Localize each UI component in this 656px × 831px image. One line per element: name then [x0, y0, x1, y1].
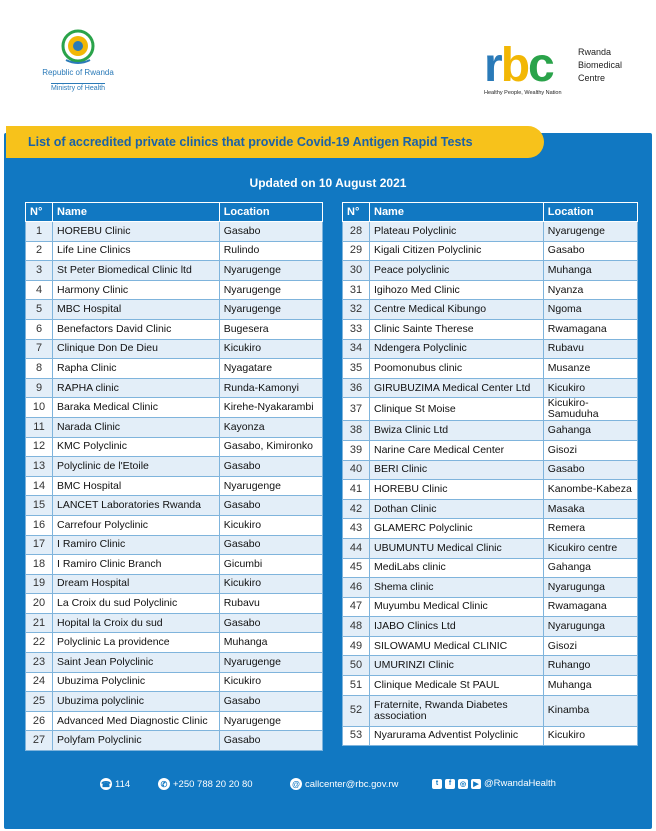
- clinic-name: Narine Care Medical Center: [370, 440, 544, 460]
- clinic-location: Gahanga: [543, 558, 637, 578]
- clinic-location: Gasabo: [219, 457, 322, 477]
- clinic-name: HOREBU Clinic: [370, 480, 544, 500]
- table-row: [26, 339, 323, 359]
- row-number: 49: [343, 636, 370, 656]
- table-row: [343, 695, 638, 726]
- table-row: [26, 457, 323, 477]
- clinic-location: Musanze: [543, 359, 637, 379]
- clinic-name: Peace polyclinic: [370, 261, 544, 281]
- clinic-name: Benefactors David Clinic: [53, 319, 220, 339]
- col-location: Location: [543, 203, 637, 222]
- table-row: [343, 726, 638, 746]
- table-row: [26, 280, 323, 300]
- clinic-name: MediLabs clinic: [370, 558, 544, 578]
- table-row: [26, 672, 323, 692]
- clinic-location: Kanombe-Kabeza: [543, 480, 637, 500]
- twitter-icon: t: [432, 779, 442, 789]
- row-number: 22: [26, 633, 53, 653]
- row-number: 17: [26, 535, 53, 555]
- clinic-location: Kicukiro: [219, 339, 322, 359]
- row-number: 39: [343, 440, 370, 460]
- col-name: Name: [370, 203, 544, 222]
- updated-date: Updated on 10 August 2021: [249, 176, 407, 190]
- rbc-logo: [484, 39, 623, 96]
- table-row: [26, 574, 323, 594]
- clinic-name: Clinique Don De Dieu: [53, 339, 220, 359]
- row-number: 41: [343, 480, 370, 500]
- clinic-location: Gahanga: [543, 421, 637, 441]
- clinic-location: Bugesera: [219, 319, 322, 339]
- clinic-location: Kicukiro: [543, 726, 637, 746]
- clinic-location: Nyarugunga: [543, 578, 637, 598]
- clinic-name: IJABO Clinics Ltd: [370, 617, 544, 637]
- table-row: [343, 636, 638, 656]
- row-number: 33: [343, 319, 370, 339]
- row-number: 47: [343, 597, 370, 617]
- table-row: [343, 300, 638, 320]
- clinic-name: KMC Polyclinic: [53, 437, 220, 457]
- clinic-name: I Ramiro Clinic Branch: [53, 555, 220, 575]
- clinic-name: UBUMUNTU Medical Clinic: [370, 538, 544, 558]
- row-number: 38: [343, 421, 370, 441]
- row-number: 27: [26, 731, 53, 751]
- row-number: 51: [343, 676, 370, 696]
- row-number: 3: [26, 261, 53, 281]
- clinic-name: Advanced Med Diagnostic Clinic: [53, 711, 220, 731]
- row-number: 14: [26, 476, 53, 496]
- clinic-location: Nyarugenge: [219, 280, 322, 300]
- clinic-name: Shema clinic: [370, 578, 544, 598]
- clinic-name: Harmony Clinic: [53, 280, 220, 300]
- title-banner: [6, 126, 544, 158]
- clinic-name: RAPHA clinic: [53, 378, 220, 398]
- clinic-location: Rulindo: [219, 241, 322, 261]
- clinic-location: Rwamagana: [543, 319, 637, 339]
- coat-of-arms-icon: [60, 28, 96, 66]
- table-row: [26, 378, 323, 398]
- clinic-location: Kicukiro centre: [543, 538, 637, 558]
- clinic-name: LANCET Laboratories Rwanda: [53, 496, 220, 516]
- table-row: [26, 633, 323, 653]
- clinic-location: Gisozi: [543, 636, 637, 656]
- table-row: [343, 656, 638, 676]
- clinic-location: Kinamba: [543, 695, 637, 726]
- clinic-location: Ngoma: [543, 300, 637, 320]
- clinic-name: BMC Hospital: [53, 476, 220, 496]
- table-row: [26, 594, 323, 614]
- row-number: 45: [343, 558, 370, 578]
- table-row: [343, 421, 638, 441]
- clinic-location: Nyarugenge: [219, 711, 322, 731]
- clinic-location: Ruhango: [543, 656, 637, 676]
- clinic-location: Gisozi: [543, 440, 637, 460]
- row-number: 23: [26, 653, 53, 673]
- clinic-name: Bwiza Clinic Ltd: [370, 421, 544, 441]
- row-number: 36: [343, 378, 370, 398]
- clinic-name: MBC Hospital: [53, 300, 220, 320]
- clinic-name: Clinic Sainte Therese: [370, 319, 544, 339]
- clinic-name: Igihozo Med Clinic: [370, 280, 544, 300]
- clinic-location: Rubavu: [219, 594, 322, 614]
- clinic-location: Gasabo: [219, 692, 322, 712]
- row-number: 35: [343, 359, 370, 379]
- clinic-name: Dothan Clinic: [370, 499, 544, 519]
- clinic-location: Gasabo: [219, 731, 322, 751]
- clinic-name: SILOWAMU Medical CLINIC: [370, 636, 544, 656]
- email-icon: @: [290, 778, 302, 790]
- clinic-location: Rubavu: [543, 339, 637, 359]
- table-row: [26, 398, 323, 418]
- table-row: [343, 280, 638, 300]
- table-row: [343, 319, 638, 339]
- gov-name: Republic of Rwanda: [42, 68, 114, 77]
- clinic-location: Gicumbi: [219, 555, 322, 575]
- row-number: 19: [26, 574, 53, 594]
- table-row: [26, 653, 323, 673]
- row-number: 48: [343, 617, 370, 637]
- clinic-location: Kayonza: [219, 417, 322, 437]
- header: [0, 0, 656, 122]
- rbc-wordmark: rbc: [484, 39, 553, 92]
- table-row: [343, 222, 638, 242]
- whatsapp-icon: ✆: [158, 778, 170, 790]
- clinic-name: Ubuzima Polyclinic: [53, 672, 220, 692]
- clinic-location: Muhanga: [543, 676, 637, 696]
- clinic-location: Gasabo: [219, 222, 322, 242]
- table-row: [343, 460, 638, 480]
- clinic-location: Kicukiro: [543, 378, 637, 398]
- clinic-name: Hopital la Croix du sud: [53, 613, 220, 633]
- clinic-location: Nyarugenge: [219, 476, 322, 496]
- clinic-name: Polyclinic de l'Etoile: [53, 457, 220, 477]
- clinic-name: I Ramiro Clinic: [53, 535, 220, 555]
- whatsapp-contact[interactable]: ✆ +250 788 20 20 80: [158, 778, 253, 790]
- table-row: [26, 535, 323, 555]
- clinic-name: Polyclinic La providence: [53, 633, 220, 653]
- row-number: 6: [26, 319, 53, 339]
- row-number: 37: [343, 398, 370, 421]
- clinic-name: Muyumbu Medical Clinic: [370, 597, 544, 617]
- row-number: 13: [26, 457, 53, 477]
- clinic-location: Nyarugenge: [219, 261, 322, 281]
- clinic-name: Saint Jean Polyclinic: [53, 653, 220, 673]
- clinic-name: Clinique Medicale St PAUL: [370, 676, 544, 696]
- clinic-name: Fraternite, Rwanda Diabetes association: [370, 695, 544, 726]
- row-number: 26: [26, 711, 53, 731]
- row-number: 5: [26, 300, 53, 320]
- table-row: [343, 241, 638, 261]
- clinic-name: BERI Clinic: [370, 460, 544, 480]
- email-contact[interactable]: @ callcenter@rbc.gov.rw: [290, 778, 398, 790]
- table-row: [343, 578, 638, 598]
- clinic-location: Gasabo: [543, 460, 637, 480]
- row-number: 44: [343, 538, 370, 558]
- clinics-table-left: [25, 202, 323, 751]
- table-row: [26, 261, 323, 281]
- table-row: [26, 711, 323, 731]
- table-row: [26, 476, 323, 496]
- row-number: 42: [343, 499, 370, 519]
- row-number: 7: [26, 339, 53, 359]
- table-row: [343, 597, 638, 617]
- social-contact[interactable]: t f ◎ ▶ @RwandaHealth: [432, 778, 556, 789]
- row-number: 2: [26, 241, 53, 261]
- table-row: [343, 480, 638, 500]
- clinic-location: Nyarugenge: [543, 222, 637, 242]
- table-row: [343, 558, 638, 578]
- row-number: 12: [26, 437, 53, 457]
- row-number: 29: [343, 241, 370, 261]
- rbc-tagline: Healthy People, Wealthy Nation: [484, 90, 562, 96]
- table-row: [26, 437, 323, 457]
- clinic-name: GLAMERC Polyclinic: [370, 519, 544, 539]
- clinic-location: Gasabo: [219, 496, 322, 516]
- col-no: N°: [343, 203, 370, 222]
- table-row: [343, 440, 638, 460]
- clinic-location: Kicukiro: [219, 574, 322, 594]
- row-number: 4: [26, 280, 53, 300]
- clinic-name: HOREBU Clinic: [53, 222, 220, 242]
- clinic-name: Ndengera Polyclinic: [370, 339, 544, 359]
- clinic-name: Centre Medical Kibungo: [370, 300, 544, 320]
- table-row: [26, 417, 323, 437]
- clinic-location: Gasabo: [219, 613, 322, 633]
- table-row: [343, 398, 638, 421]
- clinic-location: Rwamagana: [543, 597, 637, 617]
- table-row: [26, 515, 323, 535]
- clinic-name: Plateau Polyclinic: [370, 222, 544, 242]
- clinic-name: Dream Hospital: [53, 574, 220, 594]
- hotline[interactable]: ☎ 114: [101, 778, 131, 790]
- clinic-name: UMURINZI Clinic: [370, 656, 544, 676]
- clinic-name: St Peter Biomedical Clinic ltd: [53, 261, 220, 281]
- table-row: [343, 519, 638, 539]
- clinic-name: Life Line Clinics: [53, 241, 220, 261]
- table-row: [343, 359, 638, 379]
- clinic-location: Nyarugenge: [219, 300, 322, 320]
- row-number: 20: [26, 594, 53, 614]
- row-number: 16: [26, 515, 53, 535]
- clinic-name: GIRUBUZIMA Medical Center Ltd: [370, 378, 544, 398]
- row-number: 1: [26, 222, 53, 242]
- col-name: Name: [53, 203, 220, 222]
- table-row: [26, 222, 323, 242]
- row-number: 8: [26, 359, 53, 379]
- clinic-name: Clinique St Moise: [370, 398, 544, 421]
- table-row: [26, 319, 323, 339]
- table-row: [343, 617, 638, 637]
- table-row: [26, 359, 323, 379]
- row-number: 10: [26, 398, 53, 418]
- clinic-location: Gasabo, Kimironko: [219, 437, 322, 457]
- row-number: 11: [26, 417, 53, 437]
- row-number: 40: [343, 460, 370, 480]
- clinic-location: Runda-Kamonyi: [219, 378, 322, 398]
- table-row: [343, 339, 638, 359]
- clinic-location: Nyarugunga: [543, 617, 637, 637]
- clinic-name: Ubuzima polyclinic: [53, 692, 220, 712]
- row-number: 25: [26, 692, 53, 712]
- row-number: 9: [26, 378, 53, 398]
- clinic-location: Remera: [543, 519, 637, 539]
- row-number: 21: [26, 613, 53, 633]
- row-number: 32: [343, 300, 370, 320]
- clinic-name: Baraka Medical Clinic: [53, 398, 220, 418]
- table-row: [343, 499, 638, 519]
- row-number: 43: [343, 519, 370, 539]
- row-number: 34: [343, 339, 370, 359]
- row-number: 46: [343, 578, 370, 598]
- clinic-location: Kicukiro-Samuduha: [543, 398, 637, 421]
- table-row: [26, 241, 323, 261]
- table-row: [343, 538, 638, 558]
- clinic-location: Kicukiro: [219, 672, 322, 692]
- row-number: 52: [343, 695, 370, 726]
- table-row: [343, 378, 638, 398]
- col-no: N°: [26, 203, 53, 222]
- table-row: [26, 731, 323, 751]
- clinic-location: Kicukiro: [219, 515, 322, 535]
- clinic-name: Nyarurama Adventist Polyclinic: [370, 726, 544, 746]
- row-number: 31: [343, 280, 370, 300]
- clinic-name: Rapha Clinic: [53, 359, 220, 379]
- table-row: [26, 613, 323, 633]
- youtube-icon: ▶: [471, 779, 481, 789]
- row-number: 50: [343, 656, 370, 676]
- clinic-name: Narada Clinic: [53, 417, 220, 437]
- clinic-location: Nyarugenge: [219, 653, 322, 673]
- rbc-fullname: Rwanda Biomedical Centre: [578, 47, 623, 83]
- table-row: [343, 261, 638, 281]
- row-number: 30: [343, 261, 370, 281]
- facebook-icon: f: [445, 779, 455, 789]
- rwanda-coat-of-arms: [38, 28, 118, 95]
- page-title: List of accredited private clinics that provide Covid-19 Antigen Rapid Tests: [28, 135, 473, 149]
- ministry-name: Ministry of Health: [50, 85, 106, 92]
- clinic-name: Kigali Citizen Polyclinic: [370, 241, 544, 261]
- clinics-table-right: [342, 202, 638, 746]
- phone-icon: ☎: [101, 779, 111, 789]
- instagram-icon: ◎: [459, 780, 467, 788]
- clinic-name: La Croix du sud Polyclinic: [53, 594, 220, 614]
- table-row: [343, 676, 638, 696]
- clinic-name: Poomonubus clinic: [370, 359, 544, 379]
- contact-footer: [0, 778, 656, 796]
- clinic-location: Gasabo: [219, 535, 322, 555]
- clinic-name: Polyfam Polyclinic: [53, 731, 220, 751]
- row-number: 18: [26, 555, 53, 575]
- table-row: [26, 555, 323, 575]
- clinic-location: Kirehe-Nyakarambi: [219, 398, 322, 418]
- table-row: [26, 692, 323, 712]
- clinic-location: Gasabo: [543, 241, 637, 261]
- clinic-location: Muhanga: [219, 633, 322, 653]
- clinic-name: Carrefour Polyclinic: [53, 515, 220, 535]
- table-row: [26, 300, 323, 320]
- col-location: Location: [219, 203, 322, 222]
- clinic-location: Masaka: [543, 499, 637, 519]
- clinic-location: Nyanza: [543, 280, 637, 300]
- table-row: [26, 496, 323, 516]
- row-number: 53: [343, 726, 370, 746]
- clinic-location: Nyagatare: [219, 359, 322, 379]
- clinic-location: Muhanga: [543, 261, 637, 281]
- row-number: 28: [343, 222, 370, 242]
- row-number: 15: [26, 496, 53, 516]
- row-number: 24: [26, 672, 53, 692]
